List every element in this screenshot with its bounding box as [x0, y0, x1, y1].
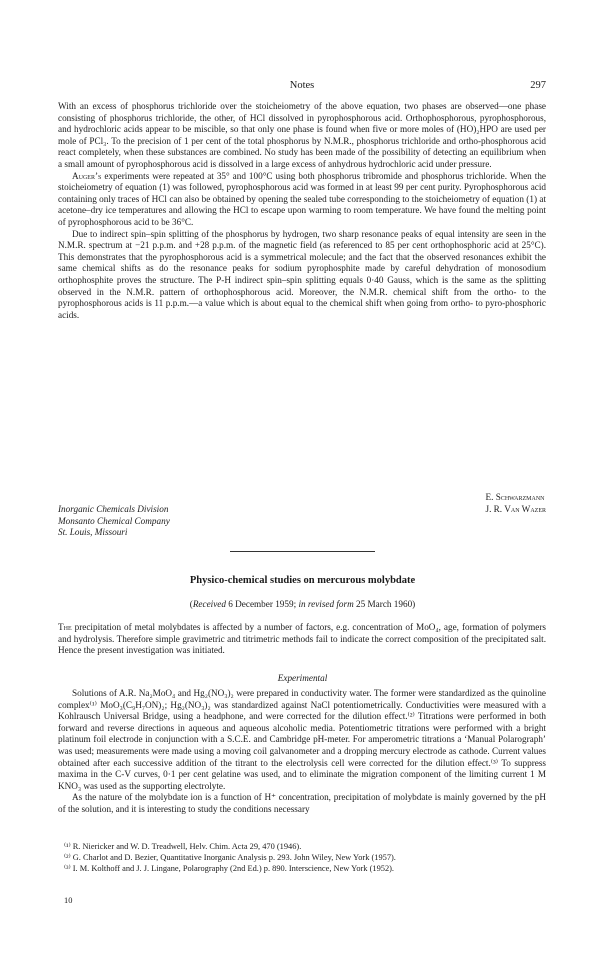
- experimental-paragraph: Solutions of A.R. Na₂MoO₄ and Hg₂(NO₃)₂ were prepared in conductivity water. The former were standardized as the quinoline complex⁽¹⁾ MoO₃(C₉H₇ON)₂; Hg₂(NO₃)₂ was standardized against NaCl potentiometrically. Conductivities were measured with a Kohlrausch Universal Bridge, using a headphone, and were corrected for the dilution effect.⁽²⁾ Titrations were performed in both forward and reverse directions in aqueous and aqueous alcoholic media. Potentiometric titrations were performed with a bright platinum foil electrode in conjunction with a S.C.E. and Cambridge pH-meter. For amperometric titrations a ‘Manual Polarograph’ was used; measurements were made using a moving coil galvanometer and a dropping mercury electrode as cathode. Current values obtained after each successive addition of the titrant to the electrolysis cell were corrected for the dilution effect.⁽³⁾ To suppress maxima in the C-V curves, 0·1 per cent gelatine was used, and to eliminate the migration component of the limiting current 1 M KNO₃ was used as the supporting electrolyte.: [58, 688, 546, 791]
- section-heading: Experimental: [277, 673, 328, 683]
- intro-paragraph: The precipitation of metal molybdates is affected by a number of factors, e.g. concentration of MoO₄, age, formation of polymers and hydrolysis. Therefore simple gravimetric and titrimetric methods fail to indicate the correct composition of the precipitated salt. Hence the present investigation was initiated.: [58, 622, 546, 656]
- affiliation: Inorganic Chemicals Division Monsanto Chemical Company St. Louis, Missouri: [58, 504, 170, 538]
- paragraph-nmr: Due to indirect spin–spin splitting of the phosphorus by hydrogen, two sharp resonance peaks of equal intensity are seen in the N.M.R. spectrum at −21 p.p.m. and +28 p.p.m. of the magnetic field (as referenced to 85 per cent orthophosphoric acid at 25°C). This demonstrates that the pyrophosphorous acid is a symmetrical molecule; and the fact that the observed resonances exhibit the same chemical shifts as do the resonance peaks for sodium pyrophosphite made by careful dehydration of monosodium orthophosphite proves the structure. The P-H indirect spin–spin splitting equals 0·40 Gauss, which is the same as the splitting observed in the N.M.R. pattern of orthophosphorous acid. Moreover, the N.M.R. chemical shift from the ortho- to the pyrophosphorous acids is 11 p.p.m.—a value which is about equal to the chemical shift when going from ortho- to pyro-phosphoric acids.: [58, 228, 546, 320]
- author-mention: Auger’s: [72, 170, 102, 181]
- paragraph-auger: Auger’s experiments were repeated at 35° and 100°C using both phosphorus tribromide and phosphorus trichloride. When the stoicheiometry of equation (1) was followed, pyrophosphorous acid was formed in at least 99 per cent purity. Pyrophosphorous acid containing only traces of HCl can also be obtained by opening the sealed tube corresponding to the stoicheiometry of equation (1) at acetone–dry ice temperatures and allowing the HCl to escape upon warming to room temperature. We have found the melting point of pyrophosphorous acid to be 36°C.: [58, 170, 546, 227]
- running-title: Notes: [289, 80, 315, 91]
- article-title: Physico-chemical studies on mercurous molybdate: [189, 575, 416, 586]
- reference-item: ⁽¹⁾ R. Niericker and W. D. Treadwell, Helv. Chim. Acta 29, 470 (1946).: [64, 842, 302, 851]
- intro-continuation: [58, 101, 546, 321]
- folio-number: 10: [64, 896, 73, 905]
- experimental-body: [58, 688, 546, 816]
- molybdate-paragraph: As the nature of the molybdate ion is a function of H⁺ concentration, precipitation of molybdate is mainly governed by the pH of the solution, and it is interesting to study the conditions necessary: [58, 792, 546, 814]
- authors: [486, 492, 547, 515]
- author-name: E. Schwarzmann: [485, 492, 545, 502]
- received-line: (Received 6 December 1959; in revised form 25 March 1960): [189, 599, 416, 609]
- references: [58, 842, 546, 874]
- page-number: 297: [530, 80, 546, 91]
- reference-item: ⁽²⁾ G. Charlot and D. Bezier, Quantitative Inorganic Analysis p. 293. John Wiley, New York (1957).: [64, 852, 396, 862]
- page-header: [58, 80, 546, 94]
- separator-rule: [230, 551, 375, 552]
- author-name: J. R. Van Wazer: [485, 503, 546, 514]
- article-intro: [58, 622, 546, 657]
- paragraph-phases: With an excess of phosphorus trichloride over the stoicheiometry of the above equation, two phases are observed—one phase consisting of phosphorus trichloride, the other, of HCl dissolved in pyrophosphorous acid. Orthophosphorous, pyrophosphorous, and hydrochloric acids appear to be miscible, so that only one phase is found when five or more moles of (HO)₂HPO are used per mole of PCl₃. To the precision of 1 per cent of the total phosphorus by N.M.R., phosphorus trichloride and ortho-phosphorous acid react completely, when these substances are combined. No study has been made of the possibility of detecting an equilibrium when a small amount of pyrophosphorous acid is dissolved in a large excess of anhydrous hydrochloric acid under pressure.: [58, 101, 546, 169]
- reference-item: ⁽³⁾ I. M. Kolthoff and J. J. Lingane, Polarography (2nd Ed.) p. 890. Interscience, New York (1952).: [64, 863, 395, 873]
